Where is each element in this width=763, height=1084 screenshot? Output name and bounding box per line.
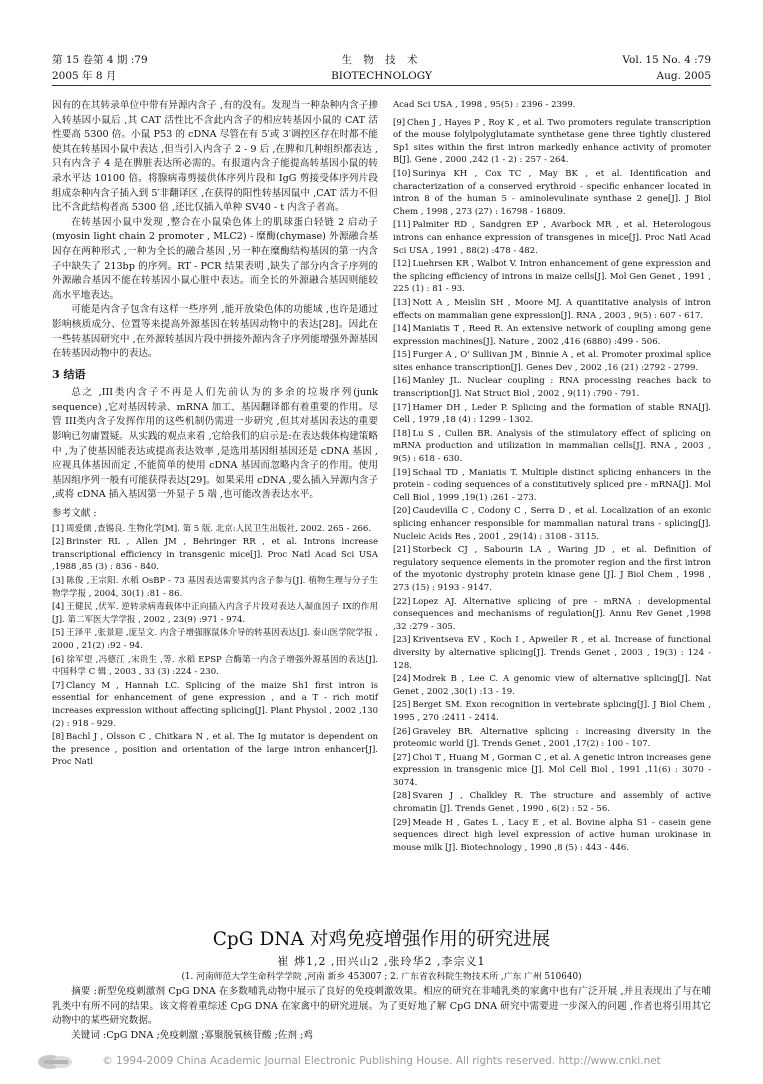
reference-number: [14] xyxy=(393,324,411,335)
reference-number: [10] xyxy=(393,168,411,179)
reference-text: Palmiter RD , Sandgren EP , Avarbock MR , et al. Heterologous introns can enhance expression of transgenes in mice[J]. Proc Natl Acad Sci USA , 1991 , 88(2) :478 - 482. xyxy=(393,220,711,256)
reference-text: 徐军望 ,冯德江 ,宋贵生 ,等. 水稻 EPSP 合酶第一内含子增强外源基因的表达[J]. 中国科学 C 辑 , 2003 , 33 (3) :224 - 230. xyxy=(52,654,378,678)
reference-item xyxy=(52,523,378,536)
reference-number: [16] xyxy=(393,376,411,387)
body-paragraph: 可能是内含子包含有这样一些序列 ,能开放染色体的功能域 ,也许是通过影响核质成分、位置等来提高外源基因在转基因动物中的表达[28]。因此在一些转基因研究中 ,在外源转基因片段中拼接外源内含子序列能增强外源基因在转基因动物中的表达。 xyxy=(52,304,378,360)
next-article xyxy=(52,928,711,1043)
reference-number: [23] xyxy=(393,635,411,646)
reference-number: [27] xyxy=(393,752,411,763)
reference-item xyxy=(52,601,378,626)
reference-item xyxy=(393,375,711,400)
reference-number: [9] xyxy=(393,117,406,128)
reference-number: [15] xyxy=(393,350,411,361)
reference-number: [3] xyxy=(52,576,65,586)
reference-text: 陈俊 ,王宗阳. 水稻 OsBP - 73 基因表达需要其内含子参与[J]. 植物生理与分子生物学学报 , 2004, 30(1) :81 - 86. xyxy=(52,576,378,599)
reference-text: Luehrsen KR , Walbot V. Intron enhancement of gene expression and the splicing efficiency of introns in maize cells[J]. Mol Gen Genet , 1991 , 225 (1) : 81 - 93. xyxy=(393,259,711,295)
reference-number: [1] xyxy=(52,523,65,534)
reference-item xyxy=(393,428,711,466)
reference-number: [4] xyxy=(52,602,65,613)
reference-number: [13] xyxy=(393,297,411,308)
reference-text: Schaal TD , Maniatis T. Multiple distinct splicing enhancers in the protein - coding sequences of a constitutively spliced pre - mRNA[J]. Mol Cell Biol , 1999 ,19(1) :261 - 273. xyxy=(393,467,711,503)
reference-item xyxy=(393,168,711,218)
reference-number: [17] xyxy=(393,402,411,413)
reference-number: [20] xyxy=(393,506,411,517)
reference-item xyxy=(393,402,711,427)
reference-item xyxy=(393,673,711,698)
reference-text: Choi T , Huang M , Gorman C , et al. A genetic intron increases gene expression in transgenic mice [J]. Mol Cell Biol , 1991 ,11(6) : 3070 - 3074. xyxy=(393,752,711,788)
article-affiliation: (1. 河南师范大学生命科学学院 ,河南 新乡 453007 ; 2. 广东省农科院生物技术所 ,广东 广州 510640) xyxy=(181,972,582,982)
reference-item xyxy=(52,654,378,679)
reference-text: Chen J , Hayes P , Roy K , et al. Two promoters regulate transcription of the mouse folylpolyglutamate synthetase gene three tightly clustered Sp1 sites within the first intron markedly enhance activity of promoter B[J]. Gene , 2000 ,242 (1 - 2) : 257 - 264. xyxy=(393,117,711,166)
reference-item xyxy=(52,731,378,769)
reference-item xyxy=(393,634,711,672)
reference-text: Graveley BR. Alternative splicing : increasing diversity in the proteomic world [J]. Trends Genet , 2001 ,17(2) : 100 - 107. xyxy=(393,726,711,750)
reference-number: [24] xyxy=(393,674,411,685)
reference-text: Brinster RL , Allen JM , Behringer RR , et al. Introns increase transcriptional efficiency in transgenic mice[J]. Proc Natl Acad Sci USA ,1988 ,85 (3) : 836 - 840. xyxy=(52,537,378,573)
reference-number: [25] xyxy=(393,700,411,711)
reference-number: [28] xyxy=(393,791,411,802)
reference-text: Maniatis T , Reed R. An extensive network of coupling among gene expression machines[J]. Nature , 2002 ,416 (6880) :499 - 506. xyxy=(393,324,711,347)
reference-text: 周爱儒 ,查锡良. 生物化学[M]. 第 5 版. 北京:人民卫生出版社, 2002. 265 - 266. xyxy=(66,523,372,534)
reference-number: [21] xyxy=(393,545,411,556)
reference-text: Berget SM. Exon recognition in vertebrate splicing[J]. J Biol Chem , 1995 , 270 :2411 - 2414. xyxy=(393,700,711,723)
reference-number: [8] xyxy=(52,732,65,743)
reference-text: Storbeck CJ , Sabourin LA , Waring JD , et al. Definition of regulatory sequence elements in the promoter region and the first intron of the myotonic dystrophy protein kinase gene [J]. J Biol Chem , 1998 , 273 (15) : 9193 - 9147. xyxy=(393,545,711,593)
reference-item xyxy=(393,467,711,505)
reference-item xyxy=(52,627,378,652)
reference-text: Lu S , Cullen BR. Analysis of the stimulatory effect of splicing on mRNA production and utilization in mammalian cells[J]. RNA , 2003 , 9(5) : 618 - 630. xyxy=(393,428,711,465)
vol-issue-en: Vol. 15 No. 4 :79 xyxy=(622,54,711,66)
reference-list xyxy=(52,523,378,769)
body-paragraph: 在转基因小鼠中发现 ,整合在小鼠染色体上的肌球蛋白轻链 2 启动子 (myosin light chain 2 promoter , MLC2) - 糜酶(chymase) 外源融合基因存在两种形式 ,一种为全长的融合基因 ,另一种在糜酶结构基因的第一内含子中缺失了 213bp 的序列。RT - PCR 结果表明 ,缺失了部分内含子序列的外源融合基因不能在转基因小鼠心脏中表达。而全长的外源融合基因则能较高水平地表达。 xyxy=(52,216,378,301)
reference-list xyxy=(393,117,711,855)
right-column xyxy=(393,99,711,855)
reference-number: [2] xyxy=(52,537,65,548)
reference-number: [22] xyxy=(393,596,411,607)
reference-item xyxy=(393,596,711,634)
reference-text: 王健民 ,伏军. 逆转录病毒载体中正向插入内含子片段对表达人凝血因子 IX的作用[J]. 第二军医大学学报 , 2002 , 23(9) :971 - 974. xyxy=(52,602,378,625)
body-paragraph: 因有的在其转录单位中带有异源内含子 ,有的没有。发现当一种杂种内含子掺入转基因小鼠后 ,其 CAT 活性比不含此内含子的相应转基因小鼠的 CAT 活性要高 5300 倍。小鼠 P53 的 cDNA 尽管在有 5′或 3′调控区存在时都不能使其在转基因小鼠中表达 ,但当引入内含子 2 - 9 后 ,在脾和几种组织都表达 ,只有内含子 4 是在脾脏表达所必需的。有报道内含子能提高转基因小鼠的转录水平达 10100 倍。将腺病毒剪接供体序列片段和 IgG 剪接受体序列片段组成杂种内含子插入到 5′非翻译区 ,在获得的阳性转基因鼠中 ,CAT 活力不但比不含此结构者高 5300 倍 ,还比仅插入单种 SV40 - t 内含子者高。 xyxy=(52,100,378,214)
reference-number: [11] xyxy=(393,220,411,231)
article-keywords: 关键词 :CpG DNA ;免疫刺激 ;寡聚脱氧核苷酸 ;佐剂 ;鸡 xyxy=(71,1029,313,1041)
reference-item xyxy=(393,258,711,296)
reference-item xyxy=(52,680,378,730)
reference-item xyxy=(393,817,711,855)
reference-continuation: Acad Sci USA , 1998 , 95(5) : 2396 - 2399. xyxy=(393,100,576,110)
reference-item xyxy=(393,544,711,594)
footer xyxy=(0,1050,763,1076)
journal-name-cn: 生 物 技 术 xyxy=(341,54,422,66)
reference-item xyxy=(393,505,711,543)
reference-item xyxy=(52,575,378,600)
reference-text: Clancy M , Hannah LC. Splicing of the maize Sh1 first intron is essential for enhancement of gene expression , and a T - rich motif increases expression without affecting splicing[J]. Plant Physiol , 2002 ,130 (2) : 918 - 929. xyxy=(52,680,378,729)
reference-item xyxy=(393,790,711,815)
reference-number: [29] xyxy=(393,817,411,828)
reference-text: Furger A , O' Sullivan JM , Binnie A , et al. Promoter proximal splice sites enhance transcription[J]. Genes Dev , 2002 ,16 (21) :2792 - 2799. xyxy=(393,350,711,373)
reference-text: Nott A , Meislin SH , Moore MJ. A quantitative analysis of intron effects on mammalian gene expression[J]. RNA , 2003 , 9(5) : 607 - 617. xyxy=(393,297,711,321)
reference-number: [19] xyxy=(393,467,411,478)
reference-text: 王泽平 ,张景迎 ,庞呈文. 内含子增强豚鼠体介导的转基因表达[J]. 泰山医学院学报 , 2000 , 21(2) :92 - 94. xyxy=(52,628,378,651)
left-column xyxy=(52,99,378,770)
article-abstract: 摘要 :新型免疫刺激剂 CpG DNA 在多数哺乳动物中展示了良好的免疫刺激效果。相应的研究在非哺乳类的家禽中也有广泛开展 ,并且表现出了与在哺乳类中有所不同的结果。该文将着重综述 CpG DNA 在家禽中的研究进展。为了更好地了解 CpG DNA 研究中需要进一步深入的问题 ,作者也将引用其它动物中的某些研究数据。 xyxy=(52,986,711,1026)
reference-item xyxy=(393,117,711,167)
journal-name-en: BIOTECHNOLOGY xyxy=(331,70,432,82)
date-en: Aug. 2005 xyxy=(656,70,711,82)
article-authors: 崔 烨1,2 ,田兴山2 ,张玲华2 ,李宗义1 xyxy=(277,955,486,968)
conclusion-paragraph: 总之 ,III类内含子不再是人们先前认为的多余的垃圾序列(junk sequence) ,它对基因转录、mRNA 加工、基因翻译都有着重要的作用。尽管 III类内含子发挥作用的这些机制仍需进一步研究 ,但其对基因表达的重要影响已勿庸置疑。从实践的观点来看 ,它给我们的启示是:在表达载体构建策略中 ,为了使基因能表达或提高表达效率 ,是选用基因组基因还是 cDNA 基因 ,应视具体基因而定 ,不能简单的使用 cDNA 基因而忽略内含子的作用。使用基因组序列一般有可能获得表达[29]。如果采用 cDNA ,要么插入异源内含子 ,或将 cDNA 插入基因第一外显子 5 端 ,也可能改善表达水平。 xyxy=(52,387,378,501)
reference-number: [5] xyxy=(52,628,65,639)
reference-text: Svaren J , Chalkley R. The structure and assembly of active chromatin [J]. Trends Genet , 1990 , 6(2) : 52 - 56. xyxy=(393,791,711,815)
reference-item xyxy=(393,752,711,790)
article-title: CpG DNA 对鸡免疫增强作用的研究进展 xyxy=(212,929,551,950)
header-rule xyxy=(52,85,711,87)
reference-text: Kriventseva EV , Koch I , Apweiler R , et al. Increase of functional diversity by alternative splicing[J]. Trends Genet , 2003 , 19(3) : 124 - 128. xyxy=(393,635,711,671)
reference-number: [12] xyxy=(393,259,411,270)
reference-text: Caudevilla C , Codony C , Serra D , et al. Localization of an exonic splicing enhancer responsible for mammalian natural trans - splicing[J]. Nucleic Acids Res , 2001 , 29(14) : 3108 - 3115. xyxy=(393,506,711,542)
reference-item xyxy=(393,726,711,751)
reference-number: [26] xyxy=(393,726,411,737)
reference-text: Lopez AJ. Alternative splicing of pre - mRNA : developmental consequences and mechanisms of regulation[J]. Annu Rev Genet ,1998 ,32 :279 - 305. xyxy=(393,596,711,632)
reference-text: Manley JL. Nuclear coupling : RNA processing reaches back to transcription[J]. Nat Struct Biol , 2002 , 9(11) :790 - 791. xyxy=(393,376,711,400)
reference-number: [18] xyxy=(393,428,411,439)
reference-item xyxy=(393,699,711,724)
journal-issue: 第 15 卷第 4 期 :79 xyxy=(52,54,148,66)
issue-date: 2005 年 8 月 xyxy=(52,70,117,82)
reference-item xyxy=(393,219,711,257)
reference-item xyxy=(393,349,711,374)
reference-text: Modrek B , Lee C. A genomic view of alternative splicing[J]. Nat Genet , 2002 ,30(1) :13 - 19. xyxy=(393,674,711,697)
reference-text: Surinya KH , Cox TC , May BK , et al. Identification and characterization of a conserved erythroid - specific enhancer located in intron 8 of the human 5 - aminolevulinate synthase 2 gene[J]. J Biol Chem , 1998 , 273 (27) : 16798 - 16809. xyxy=(393,168,711,217)
reference-item xyxy=(52,536,378,574)
reference-text: Bachl J , Olsson C , Chitkara N , et al. The Ig mutator is dependent on the presence , position and orientation of the large intron enhancer[J]. Proc Natl xyxy=(52,732,378,768)
copyright-text: © 1994-2009 China Academic Journal Electronic Publishing House. All rights reserved. http://www.cnki.net xyxy=(102,1055,661,1067)
reference-text: Meade H , Gates L , Lacy E , et al. Bovine alpha S1 - casein gene sequences direct high level expression of active human urokinase in mouse milk [J]. Biotechnology , 1990 ,8 (5) : 443 - 446. xyxy=(393,817,711,853)
reference-text: Hamer DH , Leder P. Splicing and the formation of stable RNA[J]. Cell , 1979 ,18 (4) : 1299 - 1302. xyxy=(393,402,711,426)
reference-number: [7] xyxy=(52,680,65,691)
references-title: 参考文献 : xyxy=(52,508,97,520)
reference-number: [6] xyxy=(52,654,65,665)
section-heading: 3 结语 xyxy=(52,367,86,381)
reference-item xyxy=(393,297,711,322)
reference-item xyxy=(393,323,711,348)
header-right xyxy=(622,52,711,84)
